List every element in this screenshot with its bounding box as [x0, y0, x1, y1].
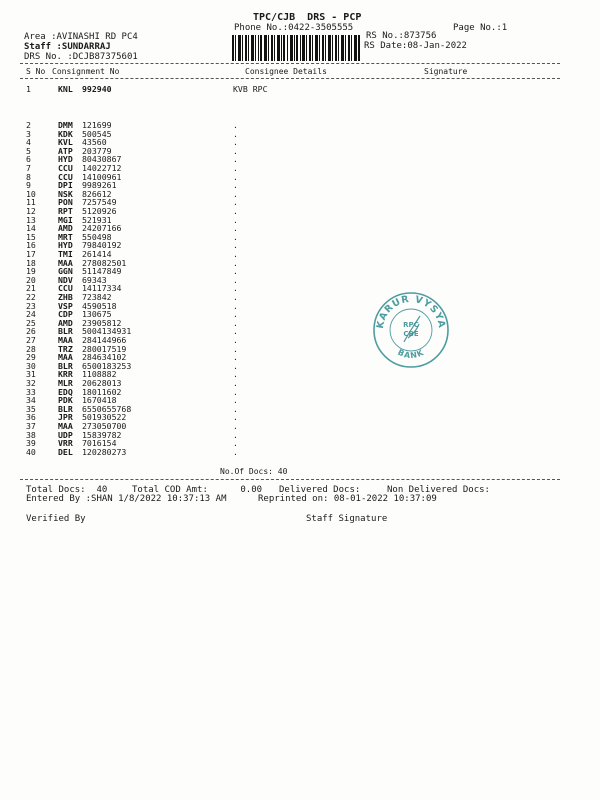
- row-consignee-placeholder: .: [233, 335, 238, 345]
- row-sno: 23: [26, 300, 36, 311]
- row-sno: 20: [26, 274, 36, 285]
- row-sno: 36: [26, 412, 36, 423]
- row-number: 14117334: [82, 283, 122, 294]
- stamp-middle-text-2: CBE: [403, 330, 419, 338]
- row-sno: 28: [26, 343, 36, 354]
- row-consignee-placeholder: .: [233, 249, 238, 259]
- row-code: MLR: [58, 378, 73, 388]
- row-consignee-placeholder: .: [233, 231, 238, 242]
- row-sno: 40: [26, 446, 36, 457]
- row-sno: 3: [26, 128, 31, 139]
- row-number: 261414: [82, 249, 112, 259]
- row-sno: 10: [26, 188, 36, 199]
- row-number: 501930522: [82, 412, 127, 423]
- row-sno: 29: [26, 352, 36, 363]
- row-sno: 15: [26, 231, 36, 242]
- row-code: AMD: [58, 223, 73, 234]
- reprinted-on: Reprinted on: 08-01-2022 10:37:09: [258, 494, 437, 504]
- row-number: 121699: [82, 120, 112, 130]
- row-consignee-placeholder: .: [233, 120, 238, 130]
- non-delivered-docs: Non Delivered Docs:: [387, 485, 490, 495]
- row-sno: 22: [26, 292, 36, 302]
- row-sno: 4: [26, 137, 31, 148]
- row-code: JPR: [58, 412, 73, 423]
- row-consignee-placeholder: .: [233, 137, 238, 148]
- row-code: MGI: [58, 214, 73, 225]
- row-consignee-placeholder: .: [233, 240, 238, 251]
- row-code: TRZ: [58, 343, 73, 354]
- total-cod-amount: Total COD Amt: 0.00: [132, 485, 263, 495]
- row-sno: 34: [26, 395, 36, 406]
- row-code: MRT: [58, 231, 73, 242]
- row-sno: 26: [26, 326, 36, 337]
- row-number: 4590518: [82, 300, 117, 311]
- area-label: Area :AVINASHI RD PC4: [24, 32, 138, 42]
- row-number: 20628013: [82, 378, 122, 388]
- row-code: DMM: [58, 120, 73, 130]
- row-code: MAA: [58, 257, 73, 268]
- row-sno: 7: [26, 163, 31, 173]
- row-sno: 21: [26, 283, 36, 294]
- row-sno: 24: [26, 309, 36, 320]
- row-sno: 16: [26, 240, 36, 251]
- row-number: 43560: [82, 137, 107, 148]
- row-code: KNL: [58, 84, 73, 94]
- row-consignee-placeholder: .: [233, 446, 238, 457]
- row-consignee-placeholder: .: [233, 180, 238, 191]
- row-consignee-placeholder: .: [233, 188, 238, 199]
- row-code: BLR: [58, 403, 73, 414]
- row-consignee-placeholder: .: [233, 412, 238, 423]
- row-code: MAA: [58, 421, 73, 431]
- row-sno: 14: [26, 223, 36, 234]
- row-number: 5004134931: [82, 326, 132, 337]
- row-number: 9989261: [82, 180, 117, 191]
- row-sno: 5: [26, 145, 31, 156]
- row-consignee-placeholder: .: [233, 403, 238, 414]
- row-code: NDV: [58, 274, 73, 285]
- row-sno: 17: [26, 249, 36, 259]
- row-code: GGN: [58, 266, 73, 277]
- col-signature-header: Signature: [424, 67, 468, 76]
- row-code: TMI: [58, 249, 73, 259]
- rs-date: RS Date:08-Jan-2022: [364, 41, 467, 51]
- row-number: 7016154: [82, 438, 117, 449]
- col-sno-header: S No: [26, 67, 46, 76]
- row-number: 5120926: [82, 206, 117, 216]
- row-sno: 1: [26, 84, 31, 94]
- row-number: 1108882: [82, 369, 117, 380]
- row-consignee-placeholder: .: [233, 421, 238, 431]
- row-code: MAA: [58, 352, 73, 363]
- total-docs: Total Docs: 40: [26, 485, 108, 495]
- row-sno: 18: [26, 257, 36, 268]
- entered-by: Entered By :SHAN 1/8/2022 10:37:13 AM: [26, 494, 227, 504]
- row-consignee-placeholder: .: [233, 317, 238, 328]
- row-number: 18011602: [82, 386, 122, 397]
- row-consignee-placeholder: .: [233, 360, 238, 371]
- drs-number: DRS No. :DCJB87375601: [24, 52, 138, 62]
- document-title: TPC/CJB DRS - PCP: [253, 12, 362, 23]
- row-sno: 12: [26, 206, 36, 216]
- row-sno: 9: [26, 180, 31, 191]
- row-code: KVL: [58, 137, 73, 148]
- row-number: 1670418: [82, 395, 117, 406]
- row-code: ZHB: [58, 292, 73, 302]
- row-sno: 33: [26, 386, 36, 397]
- row-number: 992940: [82, 84, 112, 94]
- row-number: 284634102: [82, 352, 127, 363]
- row-sno: 32: [26, 378, 36, 388]
- row-sno: 8: [26, 171, 31, 182]
- row-number: 69343: [82, 274, 107, 285]
- row-sno: 6: [26, 154, 31, 165]
- row-code: EDQ: [58, 386, 73, 397]
- row-number: 7257549: [82, 197, 117, 208]
- row-consignee-placeholder: .: [233, 274, 238, 285]
- row-sno: 30: [26, 360, 36, 371]
- row-consignee-placeholder: .: [233, 223, 238, 234]
- row-number: 550498: [82, 231, 112, 242]
- row-consignee-placeholder: .: [233, 163, 238, 173]
- row-code: BLR: [58, 326, 73, 337]
- phone-number: Phone No.:0422-3505555: [234, 23, 354, 33]
- row-code: AMD: [58, 317, 73, 328]
- rs-number: RS No.:873756: [366, 31, 437, 41]
- row-number: 278082501: [82, 257, 127, 268]
- row-consignee-placeholder: .: [233, 214, 238, 225]
- row-consignee-placeholder: .: [233, 266, 238, 277]
- row-code: CCU: [58, 283, 73, 294]
- row-consignee-placeholder: .: [233, 292, 238, 302]
- row-code: VSP: [58, 300, 73, 311]
- row-number: 203779: [82, 145, 112, 156]
- row-sno: 35: [26, 403, 36, 414]
- row-number: 80430867: [82, 154, 122, 165]
- row-consignee-placeholder: .: [233, 352, 238, 363]
- row-consignee-placeholder: .: [233, 309, 238, 320]
- staff-signature-label: Staff Signature: [306, 514, 388, 524]
- row-consignee-placeholder: .: [233, 206, 238, 216]
- row-sno: 37: [26, 421, 36, 431]
- row-consignee-placeholder: .: [233, 128, 238, 139]
- row-sno: 11: [26, 197, 36, 208]
- row-code: PDK: [58, 395, 73, 406]
- row-code: VRR: [58, 438, 73, 449]
- row-number: 6500183253: [82, 360, 132, 371]
- row-consignee-placeholder: .: [233, 154, 238, 165]
- row-code: KDK: [58, 128, 73, 139]
- row-consignee-placeholder: .: [233, 257, 238, 268]
- row-consignee-placeholder: .: [233, 283, 238, 294]
- row-code: MAA: [58, 335, 73, 345]
- row-sno: 31: [26, 369, 36, 380]
- row-number: 284144966: [82, 335, 127, 345]
- row-code: PON: [58, 197, 73, 208]
- row-consignee-placeholder: .: [233, 378, 238, 388]
- bank-stamp-seal: [371, 290, 451, 370]
- row-code: DPI: [58, 180, 73, 191]
- row-code: KRR: [58, 369, 73, 380]
- row-number: 521931: [82, 214, 112, 225]
- footer-rule: [20, 479, 560, 480]
- row-sno: 2: [26, 120, 31, 130]
- row-sno: 25: [26, 317, 36, 328]
- row-number: 723842: [82, 292, 112, 302]
- row-consignee-placeholder: .: [233, 395, 238, 406]
- staff-label: Staff :SUNDARRAJ: [24, 42, 111, 52]
- row-consignee-placeholder: .: [233, 386, 238, 397]
- row-code: CDP: [58, 309, 73, 320]
- row-sno: 38: [26, 429, 36, 440]
- verified-by-label: Verified By: [26, 514, 86, 524]
- col-consignee-header: Consignee Details: [245, 67, 327, 76]
- row-consignee-placeholder: .: [233, 300, 238, 311]
- row-code: BLR: [58, 360, 73, 371]
- row-sno: 13: [26, 214, 36, 225]
- row-consignee-placeholder: .: [233, 369, 238, 380]
- row-number: 14100961: [82, 171, 122, 182]
- row-number: 51147849: [82, 266, 122, 277]
- row-consignee-placeholder: .: [233, 326, 238, 337]
- stamp-bottom-text: BANK: [396, 347, 426, 361]
- row-number: 15839782: [82, 429, 122, 440]
- row-consignee-placeholder: .: [233, 171, 238, 182]
- row-code: HYD: [58, 154, 73, 165]
- row-code: RPT: [58, 206, 73, 216]
- row-number: 280017519: [82, 343, 127, 354]
- row-sno: 27: [26, 335, 36, 345]
- no-of-docs: No.Of Docs: 40: [220, 467, 288, 476]
- row-number: 500545: [82, 128, 112, 139]
- row-code: HYD: [58, 240, 73, 251]
- row-consignee: KVB RPC: [233, 84, 268, 94]
- svg-text:BANK: [396, 348, 426, 361]
- row-sno: 39: [26, 438, 36, 449]
- row-code: CCU: [58, 163, 73, 173]
- row-number: 14022712: [82, 163, 122, 173]
- row-code: DEL: [58, 446, 73, 457]
- table-row: [0, 447, 600, 457]
- row-number: 24207166: [82, 223, 122, 234]
- row-code: CCU: [58, 171, 73, 182]
- row-number: 130675: [82, 309, 112, 320]
- row-number: 120280273: [82, 446, 127, 457]
- row-consignee-placeholder: .: [233, 343, 238, 354]
- stamp-top-text: KARUR VYSYA: [374, 293, 448, 330]
- col-consignment-header: Consignment No: [52, 67, 120, 76]
- row-number: 273050700: [82, 421, 127, 431]
- row-code: ATP: [58, 145, 73, 156]
- row-consignee-placeholder: .: [233, 429, 238, 440]
- row-code: NSK: [58, 188, 73, 199]
- row-consignee-placeholder: .: [233, 438, 238, 449]
- stamp-middle-text: RPC: [403, 321, 419, 329]
- delivered-docs: Delivered Docs:: [279, 485, 361, 495]
- row-sno: 19: [26, 266, 36, 277]
- row-number: 23905812: [82, 317, 122, 328]
- row-consignee-placeholder: .: [233, 145, 238, 156]
- page-number: Page No.:1: [453, 23, 508, 33]
- row-code: UDP: [58, 429, 73, 440]
- row-number: 826612: [82, 188, 112, 199]
- row-consignee-placeholder: .: [233, 197, 238, 208]
- row-number: 79840192: [82, 240, 122, 251]
- row-number: 6550655768: [82, 403, 132, 414]
